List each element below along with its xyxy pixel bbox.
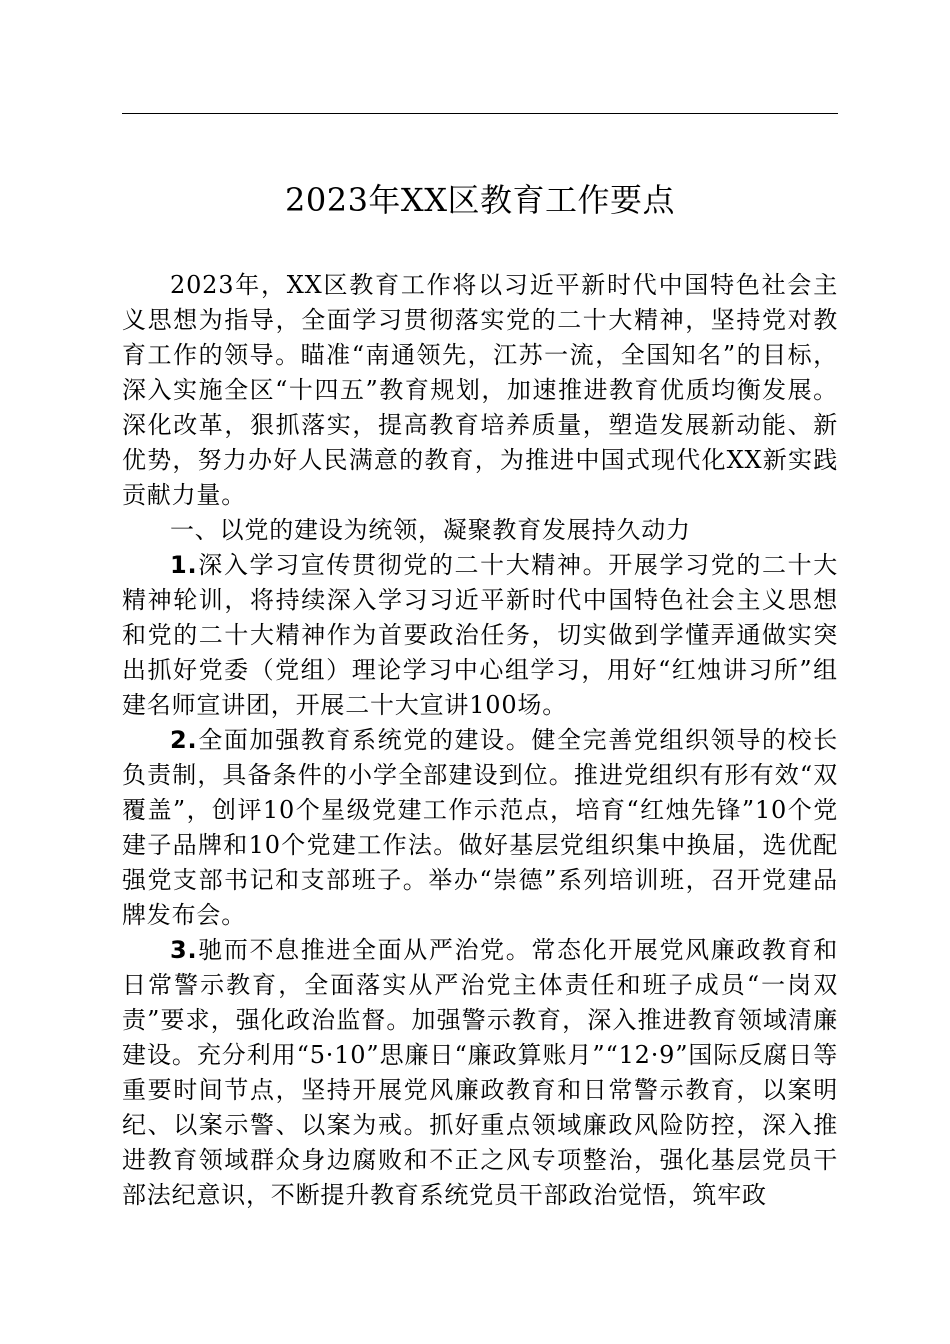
list-item [122, 548, 838, 723]
item-text: 驰而不息推进全面从严治党。常态化开展党风廉政教育和日常警示教育，全面落实从严治党主体责任和班子成员“一岗双责”要求，强化政治监督。加强警示教育，深入推进教育领域清廉建设。充分利用“5·10”思廉日“廉政算账月”“12·9”国际反腐日等重要时间节点，坚持开展党风廉政教育和日常警示教育，以案明纪、以案示警、以案为戒。抓好重点领域廉政风险防控，深入推进教育领域群众身边腐败和不正之风专项整治，强化基层党员干部法纪意识，不断提升教育系统党员干部政治觉悟，筑牢政 [122, 936, 838, 1209]
document-title: 2023年XX区教育工作要点 [284, 181, 675, 219]
item-text: 全面加强教育系统党的建设。健全完善党组织领导的校长负责制，具备条件的小学全部建设到位。推进党组织有形有效“双覆盖”，创评10个星级党建工作示范点，培育“红烛先锋”10个党建子品牌和10个党建工作法。做好基层党组织集中换届，选优配强党支部书记和支部班子。举办“崇德”系列培训班，召开党建品牌发布会。 [122, 726, 838, 929]
list-item [122, 723, 838, 933]
item-text: 深入学习宣传贯彻党的二十大精神。开展学习党的二十大精神轮训，将持续深入学习习近平新时代中国特色社会主义思想和党的二十大精神作为首要政治任务，切实做到学懂弄通做实突出抓好党委（党组）理论学习中心组学习，用好“红烛讲习所”组建名师宣讲团，开展二十大宣讲100场。 [122, 551, 838, 719]
section-heading: 一、以党的建设为统领，凝聚教育发展持久动力 [170, 516, 691, 544]
item-number: 3. [170, 936, 198, 964]
list-item [122, 933, 838, 1213]
header-rule [122, 113, 838, 114]
item-number: 2. [170, 726, 198, 754]
intro-paragraph: 2023年，XX区教育工作将以习近平新时代中国特色社会主义思想为指导，全面学习贯彻落实党的二十大精神，坚持党对教育工作的领导。瞄准“南通领先，江苏一流，全国知名”的目标，深入实施全区“十四五”教育规划，加速推进教育优质均衡发展。深化改革，狠抓落实，提高教育培养质量，塑造发展新动能、新优势，努力办好人民满意的教育，为推进中国式现代化XX新实践贡献力量。 [122, 271, 838, 509]
item-number: 1. [170, 551, 198, 579]
document-body [122, 268, 838, 1213]
